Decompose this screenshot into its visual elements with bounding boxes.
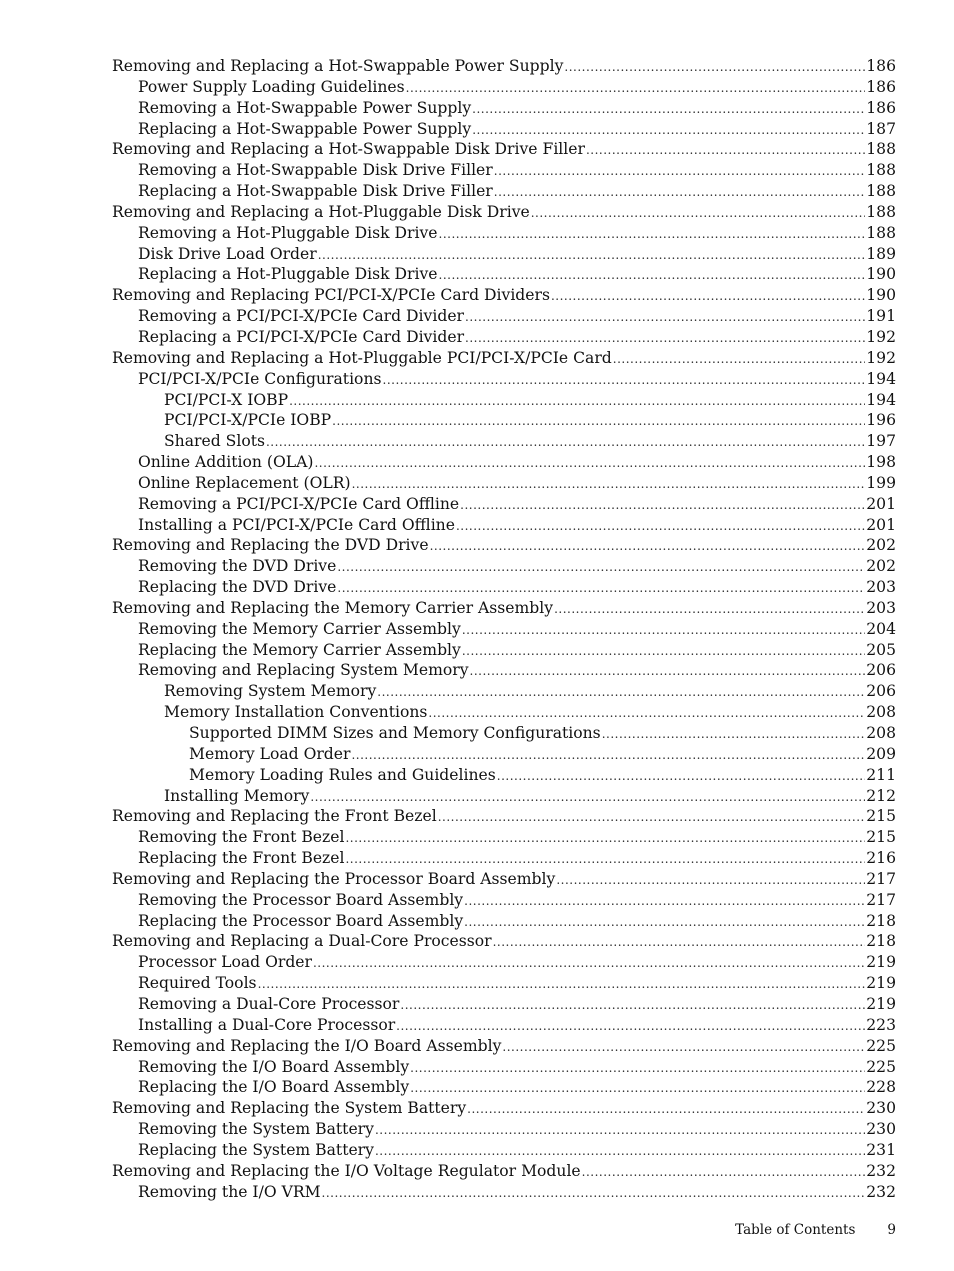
toc-entry-title: Removing and Replacing a Hot-Swappable Power Supply bbox=[112, 57, 564, 75]
toc-entry-title: Removing a PCI/PCI-X/PCIe Card Divider bbox=[138, 307, 465, 326]
toc-dot-leader bbox=[551, 286, 865, 306]
toc-entry-page: 219 bbox=[866, 994, 896, 1013]
toc-entry-title: Removing and Replacing System Memory bbox=[138, 661, 469, 680]
toc-entry[interactable] bbox=[112, 931, 896, 952]
toc-entry[interactable] bbox=[112, 660, 896, 681]
toc-dot-leader bbox=[266, 432, 865, 452]
toc-entry[interactable] bbox=[112, 1098, 896, 1119]
toc-entry-title: Online Replacement (OLR) bbox=[138, 473, 351, 492]
toc-dot-leader bbox=[430, 536, 866, 556]
toc-entry-page: 225 bbox=[866, 1036, 896, 1055]
toc-entry-page: 201 bbox=[866, 515, 896, 534]
toc-entry-page: 189 bbox=[866, 244, 896, 263]
toc-dot-leader bbox=[322, 1183, 866, 1203]
toc-entry-page: 204 bbox=[866, 619, 896, 638]
toc-dot-leader bbox=[406, 78, 866, 98]
toc-dot-leader bbox=[494, 182, 865, 202]
toc-dot-leader bbox=[582, 1162, 866, 1182]
toc-entry[interactable] bbox=[112, 723, 896, 744]
toc-dot-leader bbox=[337, 557, 865, 577]
toc-entry[interactable] bbox=[112, 494, 896, 515]
toc-dot-leader bbox=[470, 661, 866, 681]
toc-entry[interactable] bbox=[112, 473, 896, 494]
toc-entry-page: 206 bbox=[866, 661, 896, 680]
toc-entry[interactable] bbox=[112, 1015, 896, 1036]
toc-entry-page: 202 bbox=[866, 557, 896, 576]
toc-dot-leader bbox=[531, 203, 866, 223]
toc-dot-leader bbox=[438, 807, 866, 827]
toc-entry-page: 186 bbox=[866, 98, 896, 117]
toc-dot-leader bbox=[464, 912, 865, 932]
toc-dot-leader bbox=[502, 1037, 865, 1057]
toc-entry-title: Removing and Replacing a Dual-Core Processor bbox=[112, 932, 492, 951]
toc-entry-title: Replacing a Hot-Swappable Power Supply bbox=[138, 119, 472, 138]
toc-dot-leader bbox=[351, 745, 865, 765]
toc-dot-leader bbox=[464, 891, 865, 911]
toc-entry-page: 230 bbox=[866, 1120, 896, 1139]
toc-entry-title: Removing the DVD Drive bbox=[138, 557, 337, 576]
toc-entry[interactable] bbox=[112, 765, 896, 786]
toc-dot-leader bbox=[410, 1058, 865, 1078]
toc-dot-leader bbox=[493, 932, 866, 952]
toc-entry[interactable] bbox=[112, 1036, 896, 1057]
table-of-contents bbox=[112, 56, 896, 1202]
toc-dot-leader bbox=[410, 1078, 865, 1098]
toc-entry-page: 202 bbox=[866, 536, 896, 555]
toc-dot-leader bbox=[400, 995, 865, 1015]
toc-entry-page: 203 bbox=[866, 578, 896, 597]
footer-label: Table of Contents bbox=[735, 1222, 856, 1238]
toc-entry[interactable] bbox=[112, 577, 896, 598]
toc-dot-leader bbox=[375, 1141, 865, 1161]
toc-entry-title: Removing the Front Bezel bbox=[138, 828, 345, 847]
toc-entry-title: Removing a Hot-Pluggable Disk Drive bbox=[138, 223, 438, 242]
toc-entry-title: Replacing the DVD Drive bbox=[138, 578, 337, 597]
toc-entry-page: 218 bbox=[866, 932, 896, 951]
toc-entry-title: Replacing a PCI/PCI-X/PCIe Card Divider bbox=[138, 327, 465, 346]
toc-entry-page: 223 bbox=[866, 1015, 896, 1034]
toc-entry-title: Replacing the System Battery bbox=[138, 1140, 374, 1159]
toc-entry-page: 191 bbox=[866, 307, 896, 326]
toc-dot-leader bbox=[497, 766, 865, 786]
toc-entry[interactable] bbox=[112, 369, 896, 390]
toc-dot-leader bbox=[439, 224, 866, 244]
toc-dot-leader bbox=[428, 703, 865, 723]
toc-entry[interactable] bbox=[112, 1077, 896, 1098]
toc-entry-title: Installing Memory bbox=[164, 786, 310, 805]
toc-entry[interactable] bbox=[112, 285, 896, 306]
toc-dot-leader bbox=[460, 495, 865, 515]
toc-entry-page: 206 bbox=[866, 682, 896, 701]
toc-entry-title: Removing and Replacing the System Battery bbox=[112, 1099, 467, 1118]
toc-entry-title: Removing and Replacing a Hot-Pluggable PCI/PCI-X/PCIe Card bbox=[112, 348, 612, 367]
toc-entry[interactable] bbox=[112, 911, 896, 932]
toc-dot-leader bbox=[383, 370, 866, 390]
toc-dot-leader bbox=[465, 328, 865, 348]
toc-dot-leader bbox=[318, 245, 866, 265]
toc-entry-title: Removing System Memory bbox=[164, 682, 377, 701]
toc-entry-title: PCI/PCI-X/PCIe IOBP bbox=[164, 411, 332, 430]
toc-entry[interactable] bbox=[112, 598, 896, 619]
toc-dot-leader bbox=[332, 411, 865, 431]
toc-entry[interactable] bbox=[112, 848, 896, 869]
toc-entry-page: 208 bbox=[866, 724, 896, 742]
toc-entry[interactable] bbox=[112, 98, 896, 119]
toc-entry-page: 218 bbox=[866, 911, 896, 930]
toc-entry-title: Replacing a Hot-Swappable Disk Drive Filler bbox=[138, 182, 493, 201]
toc-entry-page: 199 bbox=[866, 473, 896, 492]
toc-entry-title: Removing and Replacing a Hot-Pluggable Disk Drive bbox=[112, 202, 530, 221]
toc-entry[interactable] bbox=[112, 786, 896, 807]
toc-dot-leader bbox=[472, 120, 865, 140]
toc-entry[interactable] bbox=[112, 77, 896, 98]
toc-entry-title: Removing and Replacing the DVD Drive bbox=[112, 536, 429, 555]
toc-dot-leader bbox=[396, 1016, 865, 1036]
toc-entry-page: 188 bbox=[866, 202, 896, 221]
toc-entry-title: Memory Loading Rules and Guidelines bbox=[189, 765, 496, 784]
toc-dot-leader bbox=[554, 599, 865, 619]
page-footer bbox=[735, 1222, 896, 1238]
toc-entry-page: 230 bbox=[866, 1099, 896, 1118]
toc-dot-leader bbox=[377, 682, 865, 702]
toc-entry-page: 188 bbox=[866, 182, 896, 201]
toc-entry[interactable] bbox=[112, 806, 896, 827]
toc-dot-leader bbox=[456, 516, 865, 536]
toc-entry-page: 216 bbox=[866, 849, 896, 868]
toc-dot-leader bbox=[586, 140, 865, 160]
toc-entry[interactable] bbox=[112, 264, 896, 285]
toc-entry-title: Processor Load Order bbox=[138, 953, 312, 972]
toc-dot-leader bbox=[337, 578, 865, 598]
toc-entry-title: Removing the I/O VRM bbox=[138, 1182, 321, 1201]
toc-entry[interactable] bbox=[112, 348, 896, 369]
toc-entry-page: 198 bbox=[866, 453, 896, 472]
toc-entry-title: Replacing a Hot-Pluggable Disk Drive bbox=[138, 265, 438, 284]
toc-entry-page: 225 bbox=[866, 1057, 896, 1076]
toc-entry[interactable] bbox=[112, 702, 896, 723]
toc-entry-page: 228 bbox=[866, 1078, 896, 1097]
toc-dot-leader bbox=[289, 391, 865, 411]
toc-entry-title: Removing a Hot-Swappable Power Supply bbox=[138, 98, 472, 117]
toc-entry-title: Removing and Replacing the Front Bezel bbox=[112, 807, 437, 826]
toc-entry-title: Removing and Replacing the Memory Carrier Assembly bbox=[112, 598, 554, 617]
toc-dot-leader bbox=[314, 453, 865, 473]
toc-entry[interactable] bbox=[112, 181, 896, 202]
toc-entry[interactable] bbox=[112, 869, 896, 890]
toc-entry[interactable] bbox=[112, 452, 896, 473]
toc-entry-title: Removing the Memory Carrier Assembly bbox=[138, 619, 461, 638]
toc-dot-leader bbox=[462, 620, 865, 640]
toc-entry-title: Memory Load Order bbox=[189, 744, 351, 763]
toc-entry-title: Installing a PCI/PCI-X/PCIe Card Offline bbox=[138, 515, 455, 534]
toc-entry-title: Replacing the I/O Board Assembly bbox=[138, 1078, 410, 1097]
toc-dot-leader bbox=[439, 265, 866, 285]
toc-entry-title: Removing the System Battery bbox=[138, 1120, 374, 1139]
toc-entry[interactable] bbox=[112, 744, 896, 765]
toc-entry[interactable] bbox=[112, 306, 896, 327]
toc-entry-page: 190 bbox=[866, 286, 896, 305]
toc-entry-page: 211 bbox=[866, 765, 896, 784]
toc-entry-page: 188 bbox=[866, 223, 896, 242]
toc-entry[interactable] bbox=[112, 1161, 896, 1182]
toc-entry[interactable] bbox=[112, 619, 896, 640]
toc-entry-page: 197 bbox=[866, 432, 896, 451]
toc-entry-page: 201 bbox=[866, 494, 896, 513]
toc-entry-page: 192 bbox=[866, 327, 896, 346]
toc-entry-page: 231 bbox=[866, 1140, 896, 1159]
toc-entry[interactable] bbox=[112, 202, 896, 223]
toc-entry[interactable] bbox=[112, 681, 896, 702]
toc-entry-title: Required Tools bbox=[138, 974, 257, 993]
toc-entry-title: Power Supply Loading Guidelines bbox=[138, 77, 405, 96]
toc-entry-title: Removing a Dual-Core Processor bbox=[138, 994, 400, 1013]
toc-entry[interactable] bbox=[112, 1119, 896, 1140]
toc-entry[interactable] bbox=[112, 244, 896, 265]
toc-dot-leader bbox=[602, 724, 866, 744]
toc-dot-leader bbox=[375, 1120, 865, 1140]
toc-dot-leader bbox=[258, 974, 866, 994]
toc-entry-page: 232 bbox=[866, 1182, 896, 1201]
toc-entry-page: 188 bbox=[866, 161, 896, 180]
toc-entry-page: 209 bbox=[866, 744, 896, 763]
toc-dot-leader bbox=[564, 57, 865, 77]
toc-entry-title: Removing the I/O Board Assembly bbox=[138, 1057, 410, 1076]
toc-entry-title: Replacing the Memory Carrier Assembly bbox=[138, 640, 461, 659]
toc-entry-title: Removing and Replacing the I/O Voltage Regulator Module bbox=[112, 1161, 581, 1180]
toc-entry-page: 217 bbox=[866, 890, 896, 909]
toc-entry-page: 215 bbox=[866, 807, 896, 826]
toc-entry[interactable] bbox=[112, 890, 896, 911]
footer-page-number: 9 bbox=[887, 1222, 896, 1238]
toc-entry-page: 194 bbox=[866, 390, 896, 409]
toc-entry-page: 219 bbox=[866, 953, 896, 972]
toc-entry[interactable] bbox=[112, 223, 896, 244]
toc-entry-title: Memory Installation Conventions bbox=[164, 703, 428, 722]
toc-entry[interactable] bbox=[112, 160, 896, 181]
toc-entry-page: 203 bbox=[866, 598, 896, 617]
toc-entry-page: 205 bbox=[866, 640, 896, 659]
toc-entry[interactable] bbox=[112, 1140, 896, 1161]
toc-entry-title: Removing and Replacing PCI/PCI-X/PCIe Card Dividers bbox=[112, 286, 550, 305]
toc-entry-page: 192 bbox=[866, 348, 896, 367]
toc-entry-page: 188 bbox=[866, 140, 896, 159]
toc-entry[interactable] bbox=[112, 327, 896, 348]
toc-entry-page: 187 bbox=[866, 119, 896, 138]
toc-entry[interactable] bbox=[112, 535, 896, 556]
toc-entry[interactable] bbox=[112, 431, 896, 452]
toc-entry[interactable] bbox=[112, 994, 896, 1015]
toc-dot-leader bbox=[345, 828, 865, 848]
toc-entry-page: 208 bbox=[866, 703, 896, 722]
toc-entry-title: Removing and Replacing the Processor Board Assembly bbox=[112, 869, 556, 888]
toc-dot-leader bbox=[494, 161, 865, 181]
toc-entry[interactable] bbox=[112, 139, 896, 160]
toc-dot-leader bbox=[472, 99, 865, 119]
toc-entry-page: 186 bbox=[866, 57, 896, 75]
toc-entry[interactable] bbox=[112, 515, 896, 536]
toc-entry-page: 232 bbox=[866, 1161, 896, 1180]
toc-entry[interactable] bbox=[112, 1182, 896, 1203]
toc-entry[interactable] bbox=[112, 827, 896, 848]
toc-entry-title: Removing and Replacing a Hot-Swappable Disk Drive Filler bbox=[112, 140, 585, 159]
toc-entry-title: Replacing the Processor Board Assembly bbox=[138, 911, 464, 930]
toc-entry[interactable] bbox=[112, 56, 896, 77]
toc-entry[interactable] bbox=[112, 973, 896, 994]
toc-entry-title: PCI/PCI-X IOBP bbox=[164, 390, 289, 409]
toc-entry-page: 196 bbox=[866, 411, 896, 430]
toc-entry-page: 217 bbox=[866, 869, 896, 888]
toc-entry-title: Removing the Processor Board Assembly bbox=[138, 890, 464, 909]
toc-entry-page: 212 bbox=[866, 786, 896, 805]
toc-entry-page: 219 bbox=[866, 974, 896, 993]
toc-entry[interactable] bbox=[112, 410, 896, 431]
toc-entry-title: Removing a Hot-Swappable Disk Drive Filler bbox=[138, 161, 493, 180]
toc-entry-page: 215 bbox=[866, 828, 896, 847]
toc-dot-leader bbox=[613, 349, 865, 369]
toc-entry[interactable] bbox=[112, 390, 896, 411]
toc-entry-title: Online Addition (OLA) bbox=[138, 453, 314, 472]
toc-entry-page: 186 bbox=[866, 77, 896, 96]
toc-entry-title: Removing and Replacing the I/O Board Assembly bbox=[112, 1036, 502, 1055]
toc-dot-leader bbox=[465, 307, 865, 327]
toc-entry[interactable] bbox=[112, 1057, 896, 1078]
toc-entry-title: PCI/PCI-X/PCIe Configurations bbox=[138, 369, 382, 388]
toc-entry-title: Removing a PCI/PCI-X/PCIe Card Offline bbox=[138, 494, 460, 513]
toc-entry-title: Installing a Dual-Core Processor bbox=[138, 1015, 396, 1034]
toc-entry[interactable] bbox=[112, 640, 896, 661]
toc-entry[interactable] bbox=[112, 952, 896, 973]
toc-entry-title: Disk Drive Load Order bbox=[138, 244, 317, 263]
toc-entry-title: Replacing the Front Bezel bbox=[138, 849, 345, 868]
toc-entry-page: 190 bbox=[866, 265, 896, 284]
toc-entry-title: Supported DIMM Sizes and Memory Configurations bbox=[189, 724, 601, 742]
toc-dot-leader bbox=[556, 870, 865, 890]
toc-dot-leader bbox=[352, 474, 866, 494]
toc-entry[interactable] bbox=[112, 119, 896, 140]
toc-dot-leader bbox=[467, 1099, 865, 1119]
toc-dot-leader bbox=[345, 849, 865, 869]
toc-dot-leader bbox=[313, 953, 865, 973]
toc-entry-page: 194 bbox=[866, 369, 896, 388]
toc-entry-title: Shared Slots bbox=[164, 432, 265, 451]
toc-dot-leader bbox=[310, 787, 865, 807]
toc-dot-leader bbox=[462, 641, 865, 661]
toc-entry[interactable] bbox=[112, 556, 896, 577]
